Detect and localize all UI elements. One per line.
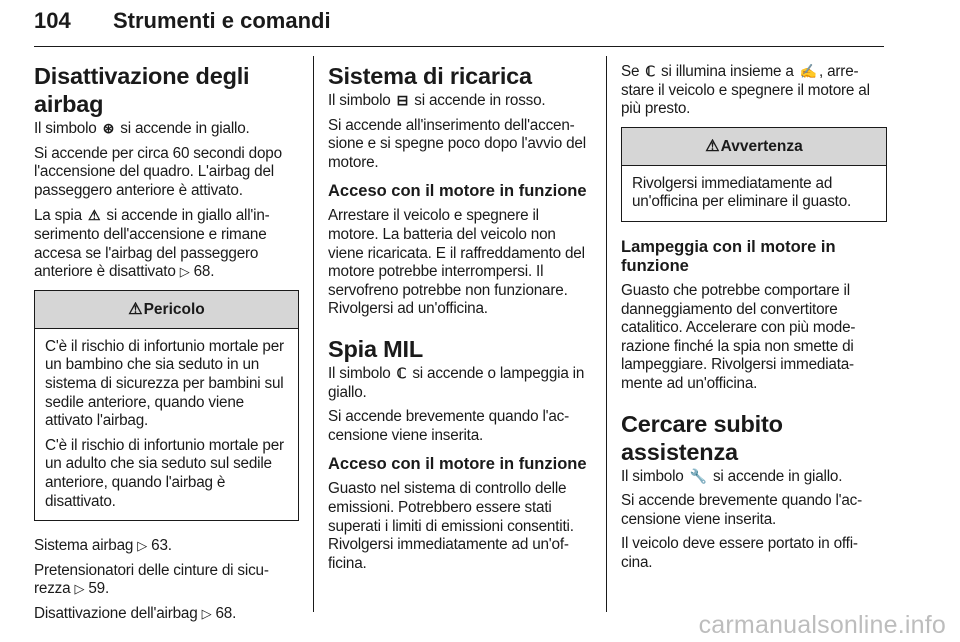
- column-3: [621, 62, 887, 579]
- paragraph: Il simbolo 🔧 si accende in giallo.: [621, 467, 843, 485]
- watermark: carmanualsonline.info: [698, 611, 946, 639]
- section-heading: Sistema di ricarica: [328, 63, 532, 89]
- column-divider: [606, 56, 607, 612]
- subheading: Acceso con il motore in funzione: [328, 182, 587, 201]
- paragraph: Si accende all'inserimento dell'accen-sione e si spegne poco dopo l'avvio del motore.: [328, 116, 586, 171]
- warning-box-header: ⚠Avvertenza: [622, 128, 886, 166]
- paragraph: Se ℂ si illumina insieme a ✍ , arre-stare il veicolo e spegnere il motore al più presto.: [621, 63, 870, 118]
- reference-arrow-icon: ▷: [137, 538, 148, 554]
- airbag-passenger-icon: ⚠: [88, 207, 101, 224]
- column-divider: [313, 56, 314, 612]
- column-2: [328, 62, 590, 579]
- battery-icon: ⊟: [396, 92, 409, 108]
- paragraph: Arrestare il veicolo e spegnere il motore. La batteria del veicolo non viene ricaricata. E il raffreddamento del motore potrebbe interrompersi. Il servofreno potrebbe non funzionare. Rivolgersi ad un'officina.: [328, 207, 585, 318]
- column-1: [34, 62, 299, 629]
- cross-reference: Pretensionatori delle cinture di sicu-rezza ▷ 59.: [34, 561, 269, 598]
- paragraph: Si accende brevemente quando l'ac-censione viene inserita.: [621, 492, 863, 528]
- paragraph: Il veicolo deve essere portato in offi-cina.: [621, 535, 858, 571]
- paragraph: La spia ⚠ si accende in giallo all'in-serimento dell'accensione e rimane accesa se l'airbag del passeggero anteriore è disattivato ▷ 68.: [34, 207, 270, 281]
- paragraph: Si accende brevemente quando l'ac-censione viene inserita.: [328, 408, 570, 444]
- paragraph: Si accende per circa 60 secondi dopo l'accensione del quadro. L'airbag del passeggero anteriore è attivato.: [34, 144, 282, 199]
- reference-arrow-icon: ▷: [179, 264, 190, 280]
- paragraph: C'è il rischio di infortunio mortale per un bambino che sia seduto in un sistema di sicurezza per bambini sul sedile anteriore, quando viene attivato l'airbag.: [45, 337, 284, 430]
- reference-arrow-icon: ▷: [201, 605, 212, 621]
- paragraph: C'è il rischio di infortunio mortale per un adulto che sia seduto sul sedile anteriore, quando l'airbag è disattivato.: [45, 436, 284, 510]
- warning-triangle-icon: ⚠: [705, 137, 720, 155]
- paragraph: Rivolgersi immediatamente ad un'officina per eliminare il guasto.: [632, 174, 852, 211]
- airbag-off-icon: ⊛: [102, 120, 115, 136]
- cross-reference: Sistema airbag ▷ 63.: [34, 537, 172, 555]
- cross-reference: Disattivazione dell'airbag ▷ 68.: [34, 604, 237, 622]
- service-wrench-icon: 🔧: [689, 467, 707, 484]
- section-heading: Disattivazione degli airbag: [34, 63, 250, 117]
- chapter-title: Strumenti e comandi: [113, 8, 331, 33]
- page-header: [34, 4, 884, 47]
- engine-mil-icon: ℂ: [396, 364, 407, 381]
- reference-arrow-icon: ▷: [74, 581, 85, 597]
- section-heading: Cercare subito assistenza: [621, 410, 783, 465]
- page-number: 104: [34, 8, 71, 33]
- subheading: Lampeggia con il motore in funzione: [621, 237, 836, 275]
- paragraph: Guasto che potrebbe comportare il danneggiamento del convertitore catalitico. Accelerare con più mode-razione finché la spia non smette di lampeggiare. Rivolgersi immediata-mente ad un'officina.: [621, 281, 856, 392]
- reduced-power-icon: ✍: [799, 63, 817, 79]
- warning-triangle-icon: ⚠: [128, 300, 143, 318]
- paragraph: Il simbolo ⊛ si accende in giallo.: [34, 120, 250, 137]
- warning-box: [621, 127, 887, 222]
- section-heading: Spia MIL: [328, 335, 424, 362]
- paragraph: Il simbolo ⊟ si accende in rosso.: [328, 92, 546, 109]
- danger-box-header: ⚠Pericolo: [35, 291, 298, 329]
- paragraph: Il simbolo ℂ si accende o lampeggia in giallo.: [328, 364, 585, 401]
- paragraph: Guasto nel sistema di controllo delle emissioni. Potrebbero essere stati superati i limiti di emissioni consentiti. Rivolgersi immediatamente ad un'of-ficina.: [328, 480, 574, 572]
- engine-mil-icon: ℂ: [645, 63, 655, 79]
- danger-box: [34, 290, 299, 521]
- subheading: Acceso con il motore in funzione: [328, 455, 587, 474]
